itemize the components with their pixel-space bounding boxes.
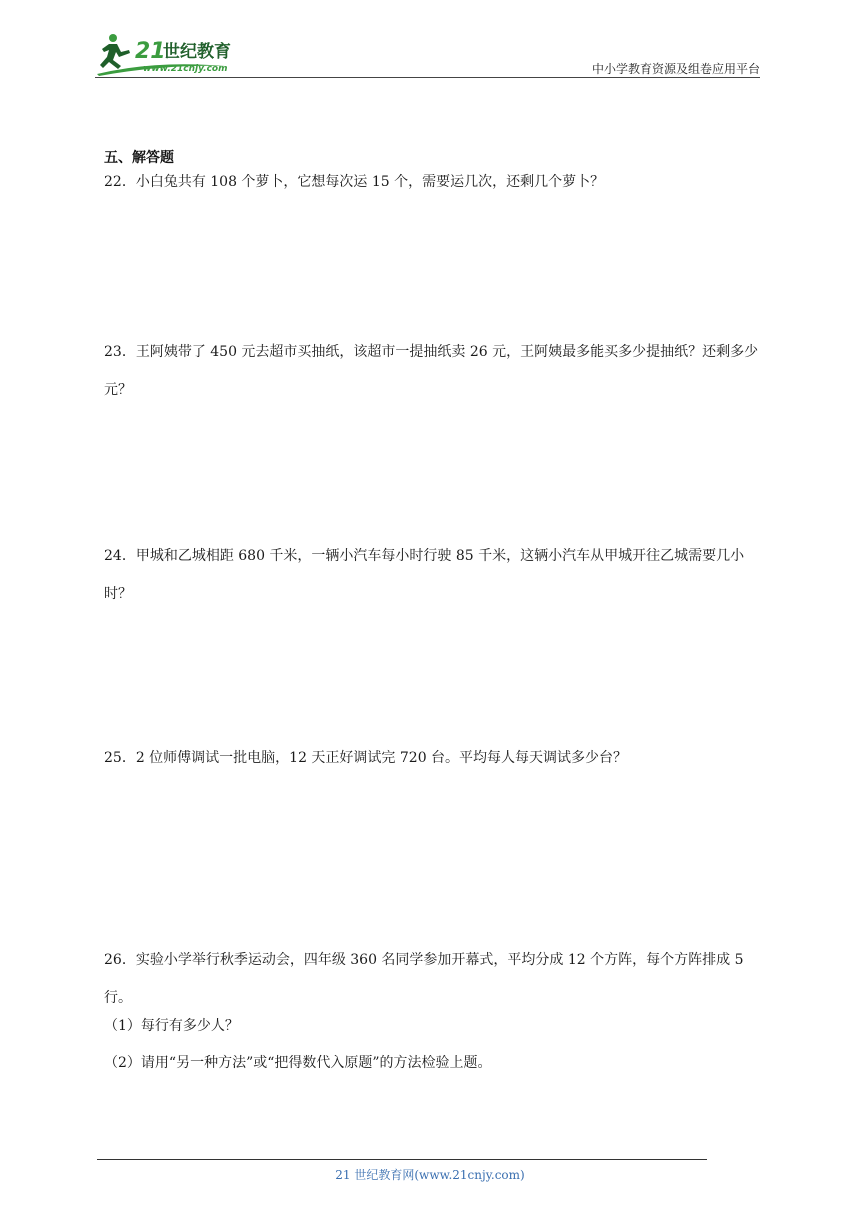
footer-text: 21 世纪教育网(www.21cnjy.com) [335,1168,525,1182]
site-name: 中小学教育资源及组卷应用平台 [591,62,760,76]
svg-text:世纪教育: 世纪教育 [163,42,231,62]
question-26: 26．实验小学举行秋季运动会，四年级 360 名同学参加开幕式，平均分成 12 个方阵，每个方阵排成 5 行。 [104,952,744,1006]
site-logo [95,30,265,78]
question-26-part-1: （1）每行有多少人？ [104,1018,239,1034]
footer-divider [97,1159,707,1160]
question-22: 22．小白兔共有 108 个萝卜，它想每次运 15 个，需要运几次，还剩几个萝卜？ [104,174,605,190]
question-26-part-2: （2）请用“另一种方法”或“把得数代入原题”的方法检验上题。 [104,1055,492,1071]
question-23: 23．王阿姨带了 450 元去超市买抽纸，该超市一提抽纸卖 26 元，王阿姨最多能买多少提抽纸？还剩多少元？ [104,344,759,398]
page-header [95,30,760,80]
section-title: 五、解答题 [104,150,174,166]
svg-text:www.21cnjy.com: www.21cnjy.com [143,64,228,74]
question-24: 24．甲城和乙城相距 680 千米，一辆小汽车每小时行驶 85 千米，这辆小汽车从甲城开往乙城需要几小时？ [104,548,745,602]
header-divider [95,77,760,78]
logo-runner-icon [95,30,265,78]
svg-text:21: 21 [135,39,166,64]
question-25: 25．2 位师傅调试一批电脑，12 天正好调试完 720 台。平均每人每天调试多少台？ [104,750,628,766]
